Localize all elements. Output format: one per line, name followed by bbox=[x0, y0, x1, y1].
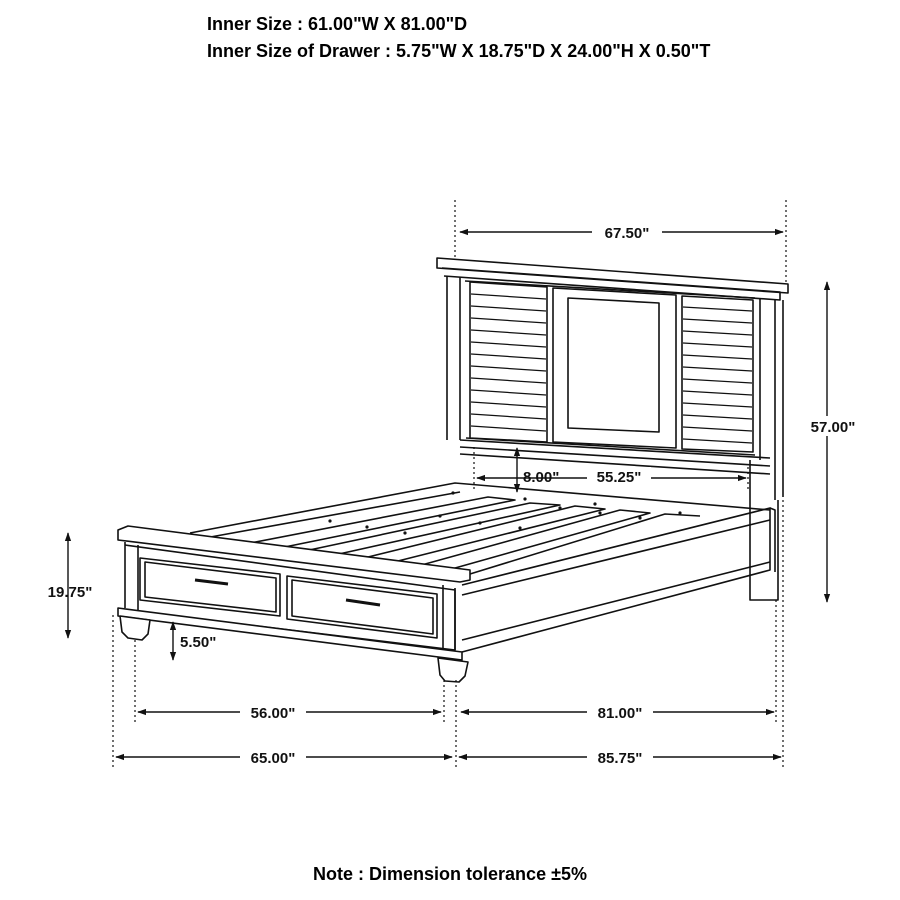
front-left-foot bbox=[120, 616, 150, 640]
headboard bbox=[437, 258, 788, 600]
label-headboard-inner-width: 55.25" bbox=[596, 469, 642, 486]
side-rail bbox=[462, 508, 775, 652]
label-headboard-width: 67.50" bbox=[604, 225, 650, 242]
drawer-size-heading: Inner Size of Drawer : 5.75"W X 18.75"D X 24.00"H X 0.50"T bbox=[207, 41, 711, 61]
right-drawer bbox=[287, 576, 437, 638]
label-inner-length: 81.00" bbox=[597, 705, 643, 722]
bed-illustration bbox=[118, 258, 788, 682]
label-footboard-height: 19.75" bbox=[47, 584, 93, 601]
label-inner-width: 56.00" bbox=[250, 705, 296, 722]
label-headboard-panel-height: 8.00" bbox=[523, 469, 560, 486]
tolerance-note: Note : Dimension tolerance ±5% bbox=[313, 864, 587, 884]
dimension-labels bbox=[48, 222, 862, 767]
slat-platform bbox=[190, 483, 770, 574]
label-overall-height: 57.00" bbox=[810, 419, 856, 436]
label-overall-length: 85.75" bbox=[597, 750, 643, 767]
inner-size-heading: Inner Size : 61.00"W X 81.00"D bbox=[207, 14, 468, 34]
front-right-foot bbox=[438, 658, 468, 682]
label-overall-width: 65.00" bbox=[250, 750, 296, 767]
footboard bbox=[118, 526, 470, 682]
left-drawer bbox=[140, 558, 280, 616]
label-floor-clearance: 5.50" bbox=[180, 634, 217, 651]
